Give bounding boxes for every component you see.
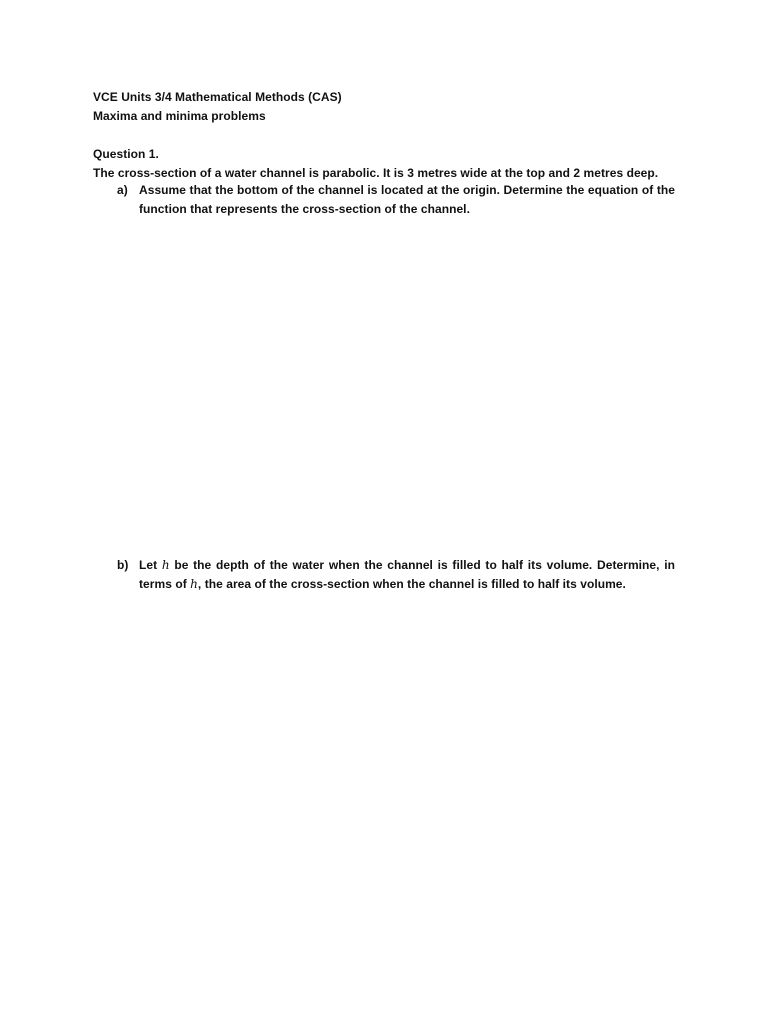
- variable-h: h: [161, 558, 170, 572]
- part-b-text-segment: Let: [139, 558, 162, 572]
- part-a: [117, 181, 675, 219]
- part-a-text: Assume that the bottom of the channel is located at the origin. Determine the equation of the function that represents the cross-section of the channel.: [139, 183, 675, 216]
- question-block: [93, 145, 693, 183]
- part-a-marker: a): [117, 183, 128, 197]
- part-b-text: [139, 556, 675, 594]
- part-b-text-segment: , the area of the cross-section when the channel is filled to half its volume.: [197, 577, 626, 591]
- question-intro: The cross-section of a water channel is parabolic. It is 3 metres wide at the top and 2 metres deep.: [93, 166, 659, 180]
- part-b-marker: b): [117, 558, 129, 572]
- part-b-text-segment: be the depth of the water when the channel is filled to half its volume. Determine, in terms of: [139, 558, 675, 591]
- document-heading: [93, 88, 693, 126]
- question-title: Question 1.: [93, 147, 159, 161]
- part-b: [117, 556, 675, 594]
- variable-h: h: [190, 577, 198, 591]
- course-title: VCE Units 3/4 Mathematical Methods (CAS): [93, 90, 342, 104]
- topic-title: Maxima and minima problems: [93, 109, 266, 123]
